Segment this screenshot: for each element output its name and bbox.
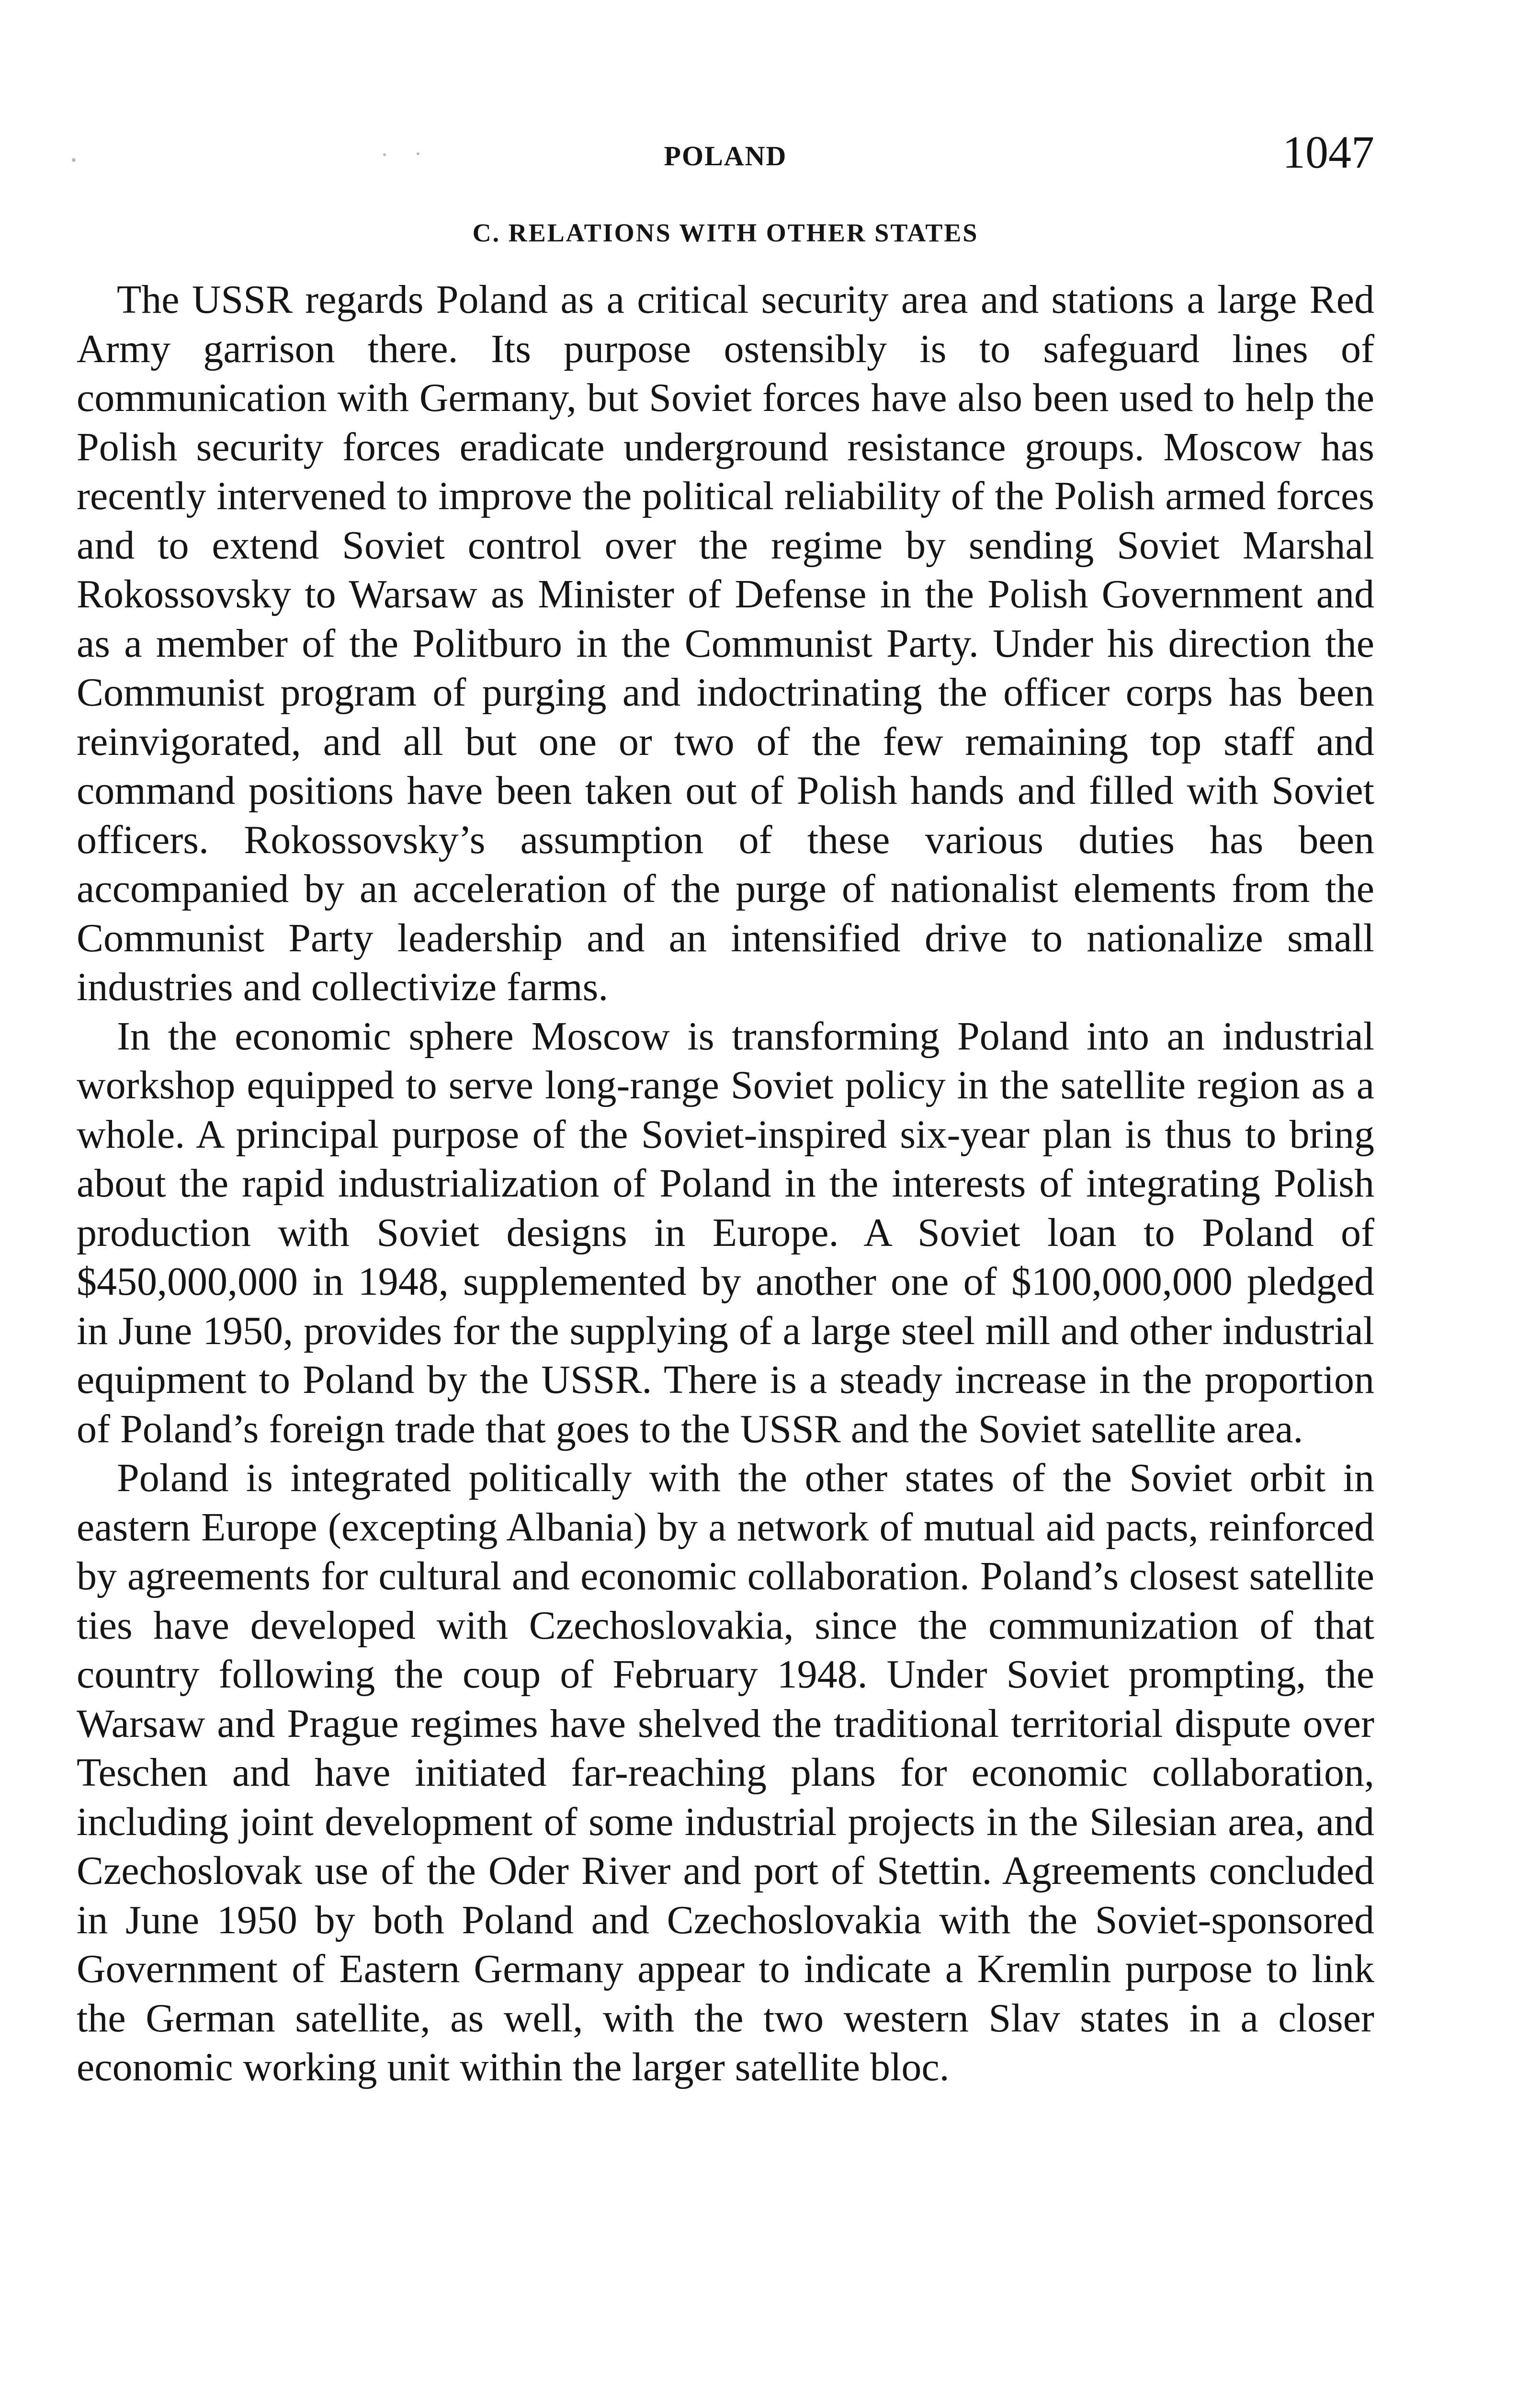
scan-speck (383, 153, 386, 156)
scan-speck (72, 158, 76, 162)
running-header (77, 126, 1374, 182)
body-text (77, 275, 1374, 2092)
page-number: 1047 (1282, 126, 1374, 178)
paragraph-security: The USSR regards Poland as a critical security area and stations a large Red Army garrison there. Its purpose ostensibly is to safeguard lines of communication with Germany, but Soviet forces have also been used to help the Polish security forces eradicate underground resistance groups. Moscow has recently intervened to improve the political reliability of the Polish armed forces and to extend Soviet control over the regime by sending Soviet Marshal Rokossovsky to Warsaw as Minister of Defense in the Polish Government and as a member of the Politburo in the Communist Party. Under his direction the Communist program of purging and indoctrinating the officer corps has been reinvigorated, and all but one or two of the few remaining top staff and command positions have been taken out of Polish hands and filled with Soviet officers. Rokossovsky’s assumption of these various duties has been accompanied by an acceleration of the purge of nationalist elements from the Communist Party leadership and an intensified drive to nationalize small industries and collectivize farms. (77, 277, 1374, 1009)
paragraph-political: Poland is integrated politically with the other states of the Soviet orbit in eastern Europe (excepting Albania) by a network of mutual aid pacts, reinforced by agreements for cultural and economic collaboration. Poland’s closest satellite ties have developed with Czechoslovakia, since the communization of that country following the coup of February 1948. Under Soviet prompting, the Warsaw and Prague regimes have shelved the traditional territorial dispute over Teschen and have initiated far-reaching plans for economic collaboration, including joint development of some industrial projects in the Silesian area, and Czechoslovak use of the Oder River and port of Stettin. Agreements concluded in June 1950 by both Poland and Czechoslovakia with the Soviet-sponsored Government of Eastern Germany appear to indicate a Kremlin purpose to link the German satellite, as well, with the two western Slav states in a closer economic working unit within the larger satellite bloc. (77, 1456, 1374, 2089)
paragraph-economic: In the economic sphere Moscow is transforming Poland into an industrial workshop equipped to serve long-range Soviet policy in the satellite region as a whole. A principal purpose of the Soviet-inspired six-year plan is thus to bring about the rapid industrialization of Poland in the interests of integrating Polish production with Soviet designs in Europe. A Soviet loan to Poland of $450,000,000 in 1948, supplemented by another one of $100,000,000 pledged in June 1950, provides for the supplying of a large steel mill and other industrial equipment to Poland by the USSR. There is a steady increase in the proportion of Poland’s foreign trade that goes to the USSR and the Soviet satellite area. (77, 1014, 1374, 1451)
running-header-title: POLAND (664, 140, 787, 171)
section-heading: C. RELATIONS WITH OTHER STATES (472, 218, 979, 247)
scan-speck (417, 152, 419, 155)
